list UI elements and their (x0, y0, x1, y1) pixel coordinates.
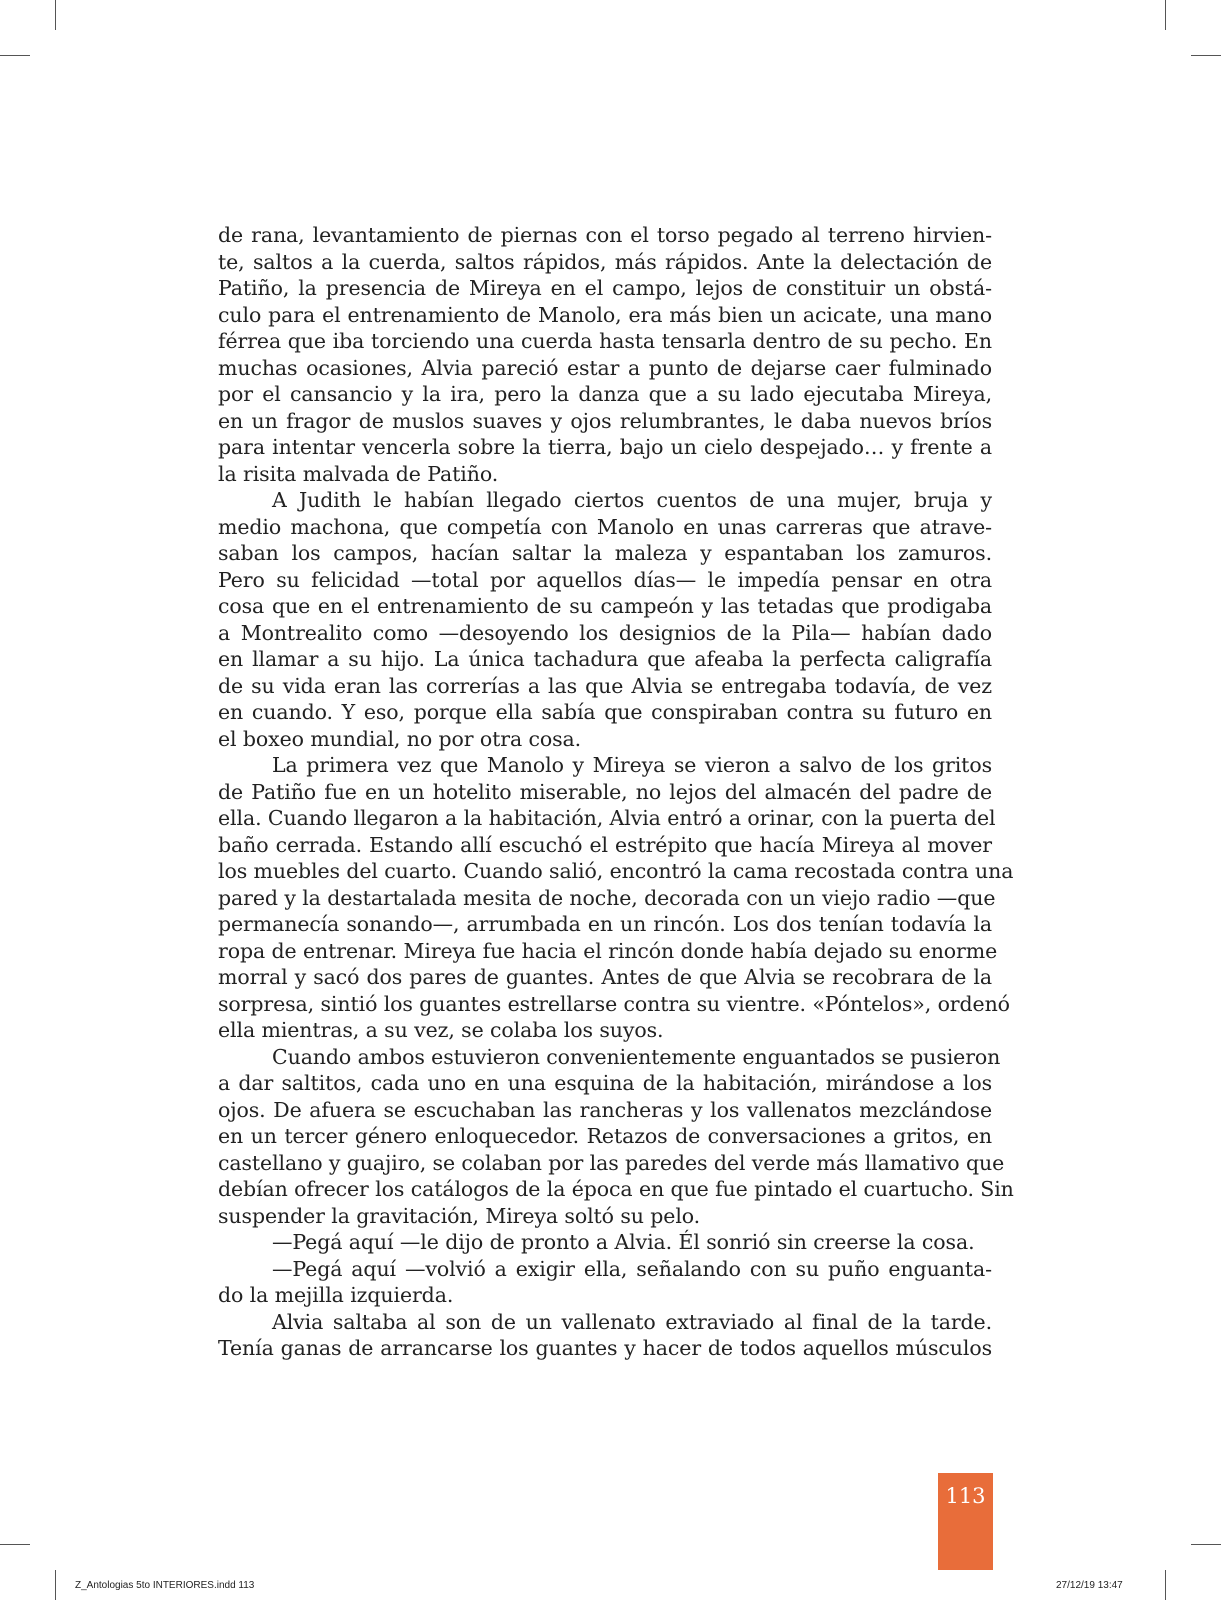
text-line: de rana, levantamiento de piernas con el torso pegado al terreno hirvien- (218, 223, 992, 247)
text-line: pared y la destartalada mesita de noche, decorada con un viejo radio —que (218, 885, 996, 910)
text-line: debían ofrecer los catálogos de la época en que fue pintado el cuartucho. Sin (218, 1177, 1014, 1201)
text-line: Tenía ganas de arrancarse los guantes y hacer de todos aquellos músculos (218, 1336, 992, 1360)
text-line: muchas ocasiones, Alvia pareció estar a punto de dejarse caer fulminado (218, 355, 992, 380)
text-line: en un tercer género enloquecedor. Retazos de conversaciones a gritos, en (218, 1124, 992, 1148)
text-line: los muebles del cuarto. Cuando salió, encontró la cama recostada contra una (218, 859, 1014, 883)
text-line: a dar saltitos, cada uno en una esquina de la habitación, mirándose a los (218, 1071, 992, 1095)
crop-mark-bottom-right-vertical (1165, 1570, 1166, 1600)
text-line: cosa que en el entrenamiento de su campeón y las tetadas que prodigaba (218, 594, 992, 618)
text-line: castellano y guajiro, se colaban por las paredes del verde más llamativo que (218, 1150, 1005, 1175)
crop-mark-top-right-vertical (1165, 0, 1166, 30)
crop-mark-top-left-vertical (55, 0, 56, 30)
text-line: —Pegá aquí —le dijo de pronto a Alvia. Él sonrió sin creerse la cosa. (272, 1230, 975, 1254)
crop-mark-bottom-left-vertical (55, 1570, 56, 1600)
page-number: 113 (945, 1484, 986, 1508)
text-line: A Judith le habían llegado ciertos cuentos de una mujer, bruja y (272, 488, 992, 512)
page-number-tab (938, 1473, 993, 1570)
text-line: baño cerrada. Estando allí escuchó el estrépito que hacía Mireya al mover (218, 832, 992, 857)
crop-mark-top-right-horizontal (1191, 55, 1221, 56)
text-line: Pero su felicidad —total por aquellos días— le impedía pensar en otra (218, 567, 992, 592)
text-line: saban los campos, hacían saltar la maleza y espantaban los zamuros. (218, 541, 992, 565)
text-line: la risita malvada de Patiño. (218, 461, 499, 486)
text-line: en llamar a su hijo. La única tachadura que afeaba la perfecta caligrafía (218, 647, 992, 671)
text-line: sorpresa, sintió los guantes estrellarse contra su vientre. «Póntelos», ordenó (218, 991, 1010, 1016)
text-line: te, saltos a la cuerda, saltos rápidos, más rápidos. Ante la delectación de (218, 249, 992, 274)
text-line: permanecía sonando—, arrumbada en un rincón. Los dos tenían todavía la (218, 912, 992, 936)
text-line: en un fragor de muslos suaves y ojos relumbrantes, le daba nuevos bríos (218, 408, 992, 433)
text-line: suspender la gravitación, Mireya soltó su pelo. (218, 1203, 701, 1228)
crop-mark-bottom-left-horizontal (0, 1544, 30, 1545)
text-line: —Pegá aquí —volvió a exigir ella, señalando con su puño enguanta- (272, 1256, 992, 1281)
text-line: culo para el entrenamiento de Manolo, era más bien un acicate, una mano (218, 302, 992, 327)
crop-mark-bottom-right-horizontal (1191, 1544, 1221, 1545)
text-line: ojos. De afuera se escuchaban las rancheras y los vallenatos mezclándose (218, 1097, 992, 1122)
text-line: férrea que iba torciendo una cuerda hasta tensarla dentro de su pecho. En (218, 329, 992, 353)
text-line: de Patiño fue en un hotelito miserable, no lejos del almacén del padre de (218, 779, 992, 804)
text-line: ropa de entrenar. Mireya fue hacia el rincón donde había dejado su enorme (218, 938, 998, 963)
file-slug: Z_Antologias 5to INTERIORES.indd 113 (75, 1580, 255, 1591)
text-line: morral y sacó dos pares de guantes. Antes de que Alvia se recobrara de la (218, 965, 992, 989)
text-line: ella mientras, a su vez, se colaba los suyos. (218, 1018, 664, 1042)
text-line: por el cansancio y la ira, pero la danza que a su lado ejecutaba Mireya, (218, 382, 992, 406)
text-line: medio machona, que competía con Manolo en unas carreras que atrave- (218, 514, 992, 539)
text-line: Cuando ambos estuvieron convenientemente enguantados se pusieron (272, 1044, 1001, 1069)
text-line: Patiño, la presencia de Mireya en el campo, lejos de constituir un obstá- (218, 276, 992, 300)
text-line: La primera vez que Manolo y Mireya se vieron a salvo de los gritos (272, 753, 992, 777)
text-line: do la mejilla izquierda. (218, 1283, 454, 1307)
crop-mark-top-left-horizontal (0, 55, 30, 56)
text-line: a Montrealito como —desoyendo los designios de la Pila— habían dado (218, 620, 992, 645)
date-slug: 27/12/19 13:47 (1056, 1580, 1123, 1591)
body-text (218, 222, 1014, 1362)
text-line: el boxeo mundial, no por otra cosa. (218, 726, 582, 751)
text-line: en cuando. Y eso, porque ella sabía que conspiraban contra su futuro en (218, 700, 992, 724)
text-line: Alvia saltaba al son de un vallenato extraviado al final de la tarde. (272, 1309, 992, 1334)
text-line: de su vida eran las correrías a las que Alvia se entregaba todavía, de vez (218, 673, 992, 698)
text-line: ella. Cuando llegaron a la habitación, Alvia entró a orinar, con la puerta del (218, 806, 996, 830)
text-line: para intentar vencerla sobre la tierra, bajo un cielo despejado… y frente a (218, 435, 992, 459)
